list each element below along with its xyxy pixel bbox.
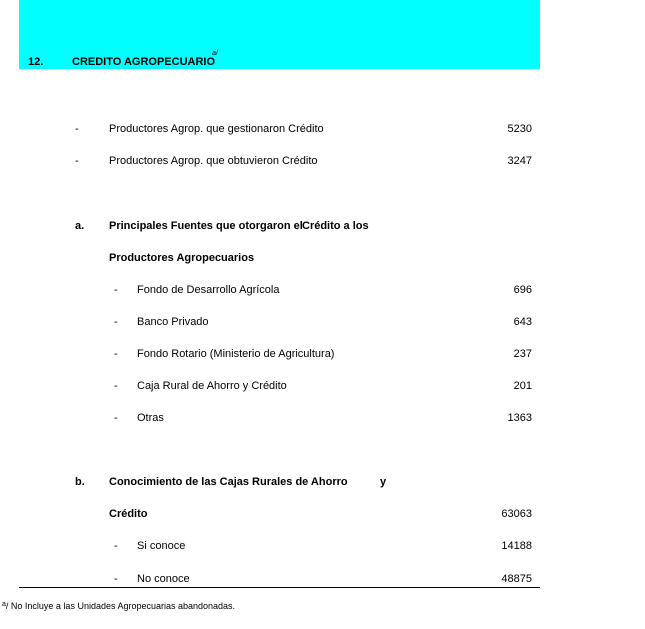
- title-footnote-mark: a/: [212, 50, 218, 57]
- footnote-mark: a: [2, 601, 6, 608]
- section-letter: b.: [75, 476, 85, 488]
- section-heading-line2: Crédito: [109, 508, 148, 520]
- footnote: [2, 601, 235, 612]
- table-bottom-rule: [19, 587, 540, 588]
- bullet: -: [75, 155, 79, 167]
- section-heading: Conocimiento de las Cajas Rurales de Ahorro: [109, 476, 348, 488]
- row-value: 201: [513, 380, 532, 392]
- row-label: Productores Agrop. que obtuvieron Crédito: [109, 155, 318, 167]
- section-total-value: 63063: [501, 508, 532, 520]
- row-value: 1363: [507, 412, 532, 424]
- row-value: 14188: [501, 540, 532, 552]
- bullet: -: [114, 573, 118, 585]
- section-number: 12.: [28, 56, 44, 68]
- row-value: 48875: [501, 573, 532, 585]
- section-letter: a.: [75, 220, 85, 232]
- row-label: Banco Privado: [137, 316, 209, 328]
- bullet: -: [114, 540, 118, 552]
- section-heading-tail: y: [380, 476, 387, 488]
- row-label: Si conoce: [137, 540, 186, 552]
- section-heading: Principales Fuentes que otorgaron el: [109, 220, 303, 232]
- section-heading-line2: Productores Agropecuarios: [109, 252, 255, 264]
- row-label: Fondo Rotario (Ministerio de Agricultura): [137, 348, 335, 360]
- row-label: Fondo de Desarrollo Agrícola: [137, 284, 280, 296]
- row-label: Caja Rural de Ahorro y Crédito: [137, 380, 287, 392]
- bullet: -: [75, 123, 79, 135]
- row-label: Productores Agrop. que gestionaron Crédito: [109, 123, 324, 135]
- section-title: CREDITO AGROPECUARIO: [72, 56, 216, 68]
- bullet: -: [114, 348, 118, 360]
- row-value: 237: [513, 348, 532, 360]
- bullet: -: [114, 284, 118, 296]
- section-heading-overlap: Crédito a los: [302, 220, 369, 232]
- row-value: 696: [513, 284, 532, 296]
- row-value: 3247: [507, 155, 532, 167]
- row-value: 643: [513, 316, 532, 328]
- row-value: 5230: [507, 123, 532, 135]
- row-label: No conoce: [137, 573, 190, 585]
- bullet: -: [114, 412, 118, 424]
- footnote-text: / No Incluye a las Unidades Agropecuarias abandonadas.: [5, 601, 236, 611]
- bullet: -: [114, 380, 118, 392]
- bullet: -: [114, 316, 118, 328]
- row-label: Otras: [137, 412, 164, 424]
